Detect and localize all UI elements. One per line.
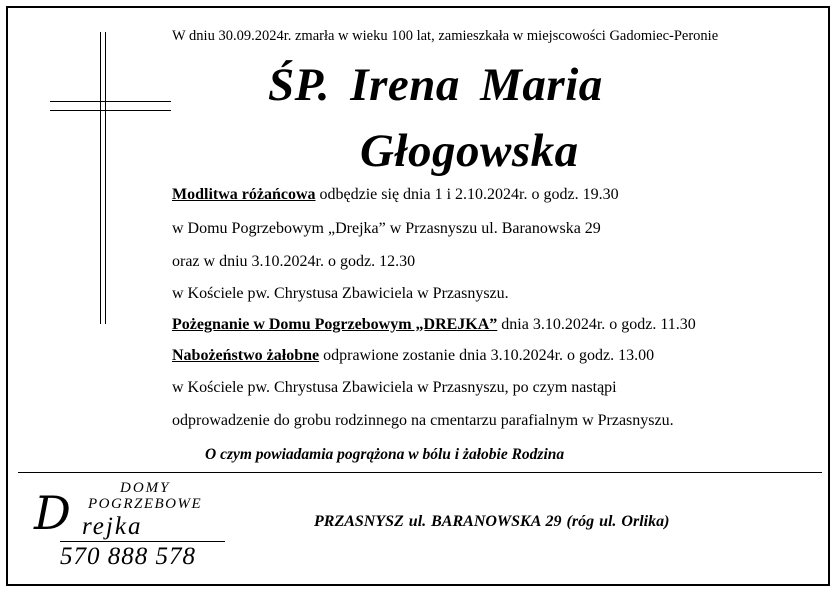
ceremony-line: w Kościele pw. Chrystusa Zbawiciela w Przasnyszu, po czym nastąpi — [172, 379, 617, 396]
ceremony-line: Pożegnanie w Domu Pogrzebowym „DREJKA” dnia 3.10.2024r. o godz. 11.30 — [172, 316, 696, 333]
cross-icon-horizontal — [50, 101, 171, 111]
logo-name: rejka — [82, 513, 143, 540]
logo-rule — [60, 541, 225, 542]
closing-note: O czym powiadamia pogrążona w bólu i żałobie Rodzina — [205, 446, 565, 463]
ceremony-line: odprowadzenie do grobu rodzinnego na cmentarzu parafialnym w Przasnyszu. — [172, 412, 674, 429]
ceremony-line: Nabożeństwo żałobne odprawione zostanie dnia 3.10.2024r. o godz. 13.00 — [172, 347, 655, 364]
ceremony-line: Modlitwa różańcowa odbędzie się dnia 1 i 2.10.2024r. o godz. 19.30 — [172, 186, 619, 203]
logo-line2: POGRZEBOWE — [88, 496, 203, 512]
deceased-surname: Głogowska — [360, 125, 579, 177]
funeral-home-logo — [30, 480, 230, 580]
funeral-home-address: PRZASNYSZ ul. BARANOWSKA 29 (róg ul. Orlika) — [314, 513, 670, 530]
phone-number: 570 888 578 — [60, 543, 196, 570]
ceremony-line: w Kościele pw. Chrystusa Zbawiciela w Przasnyszu. — [172, 285, 509, 302]
ceremony-line: oraz w dniu 3.10.2024r. o godz. 12.30 — [172, 253, 416, 270]
logo-initial: D — [34, 486, 71, 540]
logo-line1: DOMY — [120, 480, 171, 496]
deceased-name-line1: ŚP. Irena Maria — [268, 59, 603, 111]
cross-icon-vertical — [100, 32, 106, 324]
ceremony-line: w Domu Pogrzebowym „Drejka” w Przasnyszu ul. Baranowska 29 — [172, 220, 601, 237]
footer-divider — [18, 472, 822, 473]
death-notice-intro: W dniu 30.09.2024r. zmarła w wieku 100 lat, zamieszkała w miejscowości Gadomiec-Peronie — [172, 28, 719, 44]
